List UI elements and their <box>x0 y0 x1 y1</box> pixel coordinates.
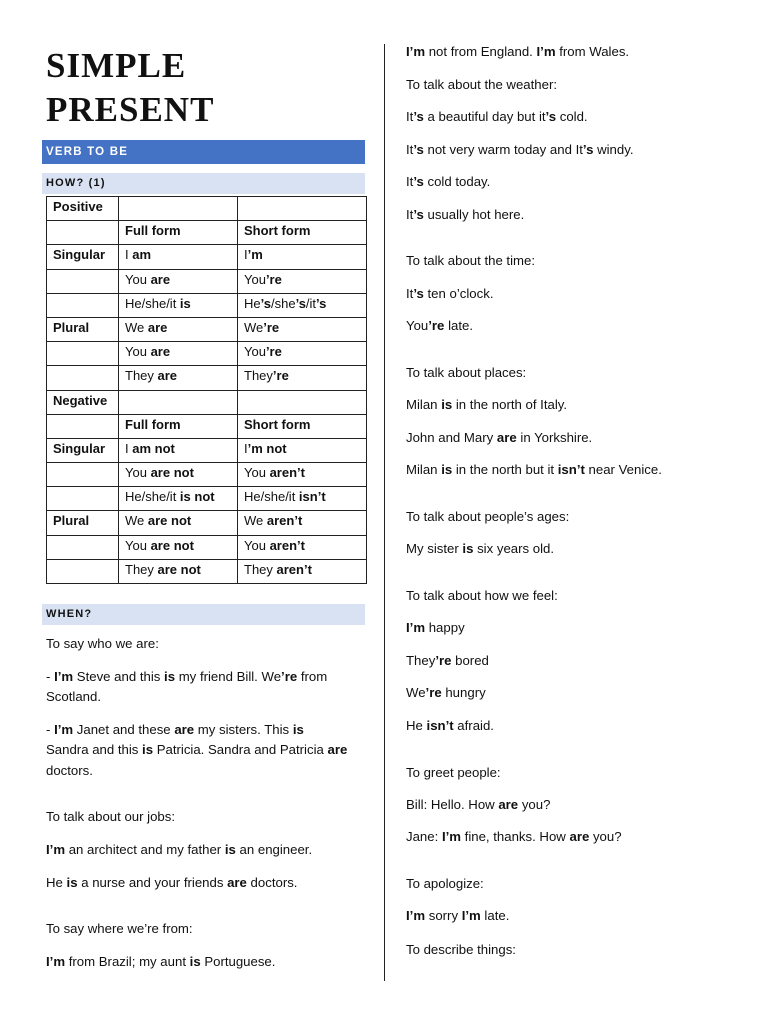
table-cell: Plural <box>47 511 119 535</box>
table-cell: You’re <box>238 342 367 366</box>
table-cell: I am not <box>119 438 238 462</box>
table-cell: We’re <box>238 317 367 341</box>
table-cell: I am <box>119 245 238 269</box>
table-row <box>47 293 367 317</box>
heading-verb-to-be: VERB TO BE <box>42 140 365 164</box>
table-cell: You aren’t <box>238 535 367 559</box>
wales-example: I’m not from England. I’m from Wales. <box>406 44 630 59</box>
table-cell: They aren’t <box>238 559 367 583</box>
title-line-2: PRESENT <box>46 90 215 129</box>
table-cell: You’re <box>238 269 367 293</box>
table-cell <box>47 366 119 390</box>
table-cell <box>47 463 119 487</box>
weather-example-2: It’s not very warm today and It’s windy. <box>406 142 634 157</box>
places-example-1: Milan is in the north of Italy. <box>406 397 568 412</box>
feel-example-2: They’re bored <box>406 653 489 668</box>
page-title <box>46 44 214 132</box>
table-row <box>47 221 367 245</box>
greet-example-1: Bill: Hello. How are you? <box>406 797 551 812</box>
table-row <box>47 463 367 487</box>
table-cell: He/she/it is <box>119 293 238 317</box>
table-cell <box>47 559 119 583</box>
label-jobs: To talk about our jobs: <box>46 809 176 824</box>
table-cell: You are <box>119 342 238 366</box>
table-cell: Positive <box>47 197 119 221</box>
label-places: To talk about places: <box>406 365 527 380</box>
example-janet-2: Sandra and this is Patricia. Sandra and Patricia are <box>46 742 348 757</box>
table-row <box>47 487 367 511</box>
label-describe: To describe things: <box>406 942 516 957</box>
time-example-2: You’re late. <box>406 318 473 333</box>
table-cell: He/she/it is not <box>119 487 238 511</box>
time-example-1: It’s ten o’clock. <box>406 286 494 301</box>
table-cell: You aren’t <box>238 463 367 487</box>
table-cell: Plural <box>47 317 119 341</box>
table-cell: We are <box>119 317 238 341</box>
table-row <box>47 438 367 462</box>
table-cell: He’s/she’s/it’s <box>238 293 367 317</box>
ages-example-1: My sister is six years old. <box>406 541 555 556</box>
table-cell: I’m not <box>238 438 367 462</box>
table-cell <box>47 414 119 438</box>
jobs-example-1: I’m an architect and my father is an engineer. <box>46 842 313 857</box>
table-cell: Full form <box>119 414 238 438</box>
table-cell: Short form <box>238 414 367 438</box>
table-cell: We are not <box>119 511 238 535</box>
table-row <box>47 245 367 269</box>
table-cell <box>119 197 238 221</box>
table-row <box>47 269 367 293</box>
table-cell: Negative <box>47 390 119 414</box>
table-row <box>47 414 367 438</box>
label-say-who: To say who we are: <box>46 636 159 651</box>
table-row <box>47 366 367 390</box>
table-cell: They are <box>119 366 238 390</box>
table-row <box>47 317 367 341</box>
jobs-example-2: He is a nurse and your friends are doctors. <box>46 875 298 890</box>
table-cell: Singular <box>47 245 119 269</box>
table-cell: I’m <box>238 245 367 269</box>
feel-example-3: We’re hungry <box>406 685 486 700</box>
verb-table <box>46 196 367 584</box>
table-row <box>47 390 367 414</box>
table-cell <box>47 269 119 293</box>
example-janet-3: doctors. <box>46 763 93 778</box>
heading-when: WHEN? <box>42 604 365 625</box>
table-row <box>47 197 367 221</box>
table-row <box>47 535 367 559</box>
table-cell: They’re <box>238 366 367 390</box>
table-cell: We aren’t <box>238 511 367 535</box>
label-where-from: To say where we’re from: <box>46 921 193 936</box>
column-divider <box>384 44 385 981</box>
table-row <box>47 511 367 535</box>
table-row <box>47 559 367 583</box>
example-steve-1: - I’m Steve and this is my friend Bill. We’re from <box>46 669 328 684</box>
heading-how: HOW? (1) <box>42 173 365 194</box>
places-example-2: John and Mary are in Yorkshire. <box>406 430 593 445</box>
table-cell: Full form <box>119 221 238 245</box>
table-cell <box>47 535 119 559</box>
greet-example-2: Jane: I’m fine, thanks. How are you? <box>406 829 622 844</box>
label-weather: To talk about the weather: <box>406 77 558 92</box>
from-example-1: I’m from Brazil; my aunt is Portuguese. <box>46 954 276 969</box>
table-cell: You are <box>119 269 238 293</box>
table-cell <box>238 390 367 414</box>
label-greet: To greet people: <box>406 765 501 780</box>
table-cell <box>47 342 119 366</box>
table-cell <box>47 221 119 245</box>
apologize-example-1: I’m sorry I’m late. <box>406 908 510 923</box>
table-cell: You are not <box>119 463 238 487</box>
table-cell: They are not <box>119 559 238 583</box>
table-cell <box>238 197 367 221</box>
table-cell: Singular <box>47 438 119 462</box>
weather-example-1: It’s a beautiful day but it’s cold. <box>406 109 588 124</box>
table-cell: He/she/it isn’t <box>238 487 367 511</box>
weather-example-3: It’s cold today. <box>406 174 491 189</box>
table-cell <box>47 487 119 511</box>
table-cell: Short form <box>238 221 367 245</box>
table-cell <box>119 390 238 414</box>
label-feel: To talk about how we feel: <box>406 588 558 603</box>
label-ages: To talk about people’s ages: <box>406 509 570 524</box>
table-cell <box>47 293 119 317</box>
label-apologize: To apologize: <box>406 876 484 891</box>
title-line-1: SIMPLE <box>46 46 187 85</box>
feel-example-1: I’m happy <box>406 620 465 635</box>
example-steve-2: Scotland. <box>46 689 101 704</box>
label-time: To talk about the time: <box>406 253 536 268</box>
example-janet-1: - I’m Janet and these are my sisters. This is <box>46 722 304 737</box>
table-cell: You are not <box>119 535 238 559</box>
weather-example-4: It’s usually hot here. <box>406 207 525 222</box>
table-row <box>47 342 367 366</box>
feel-example-4: He isn’t afraid. <box>406 718 494 733</box>
places-example-3: Milan is in the north but it isn’t near Venice. <box>406 462 662 477</box>
